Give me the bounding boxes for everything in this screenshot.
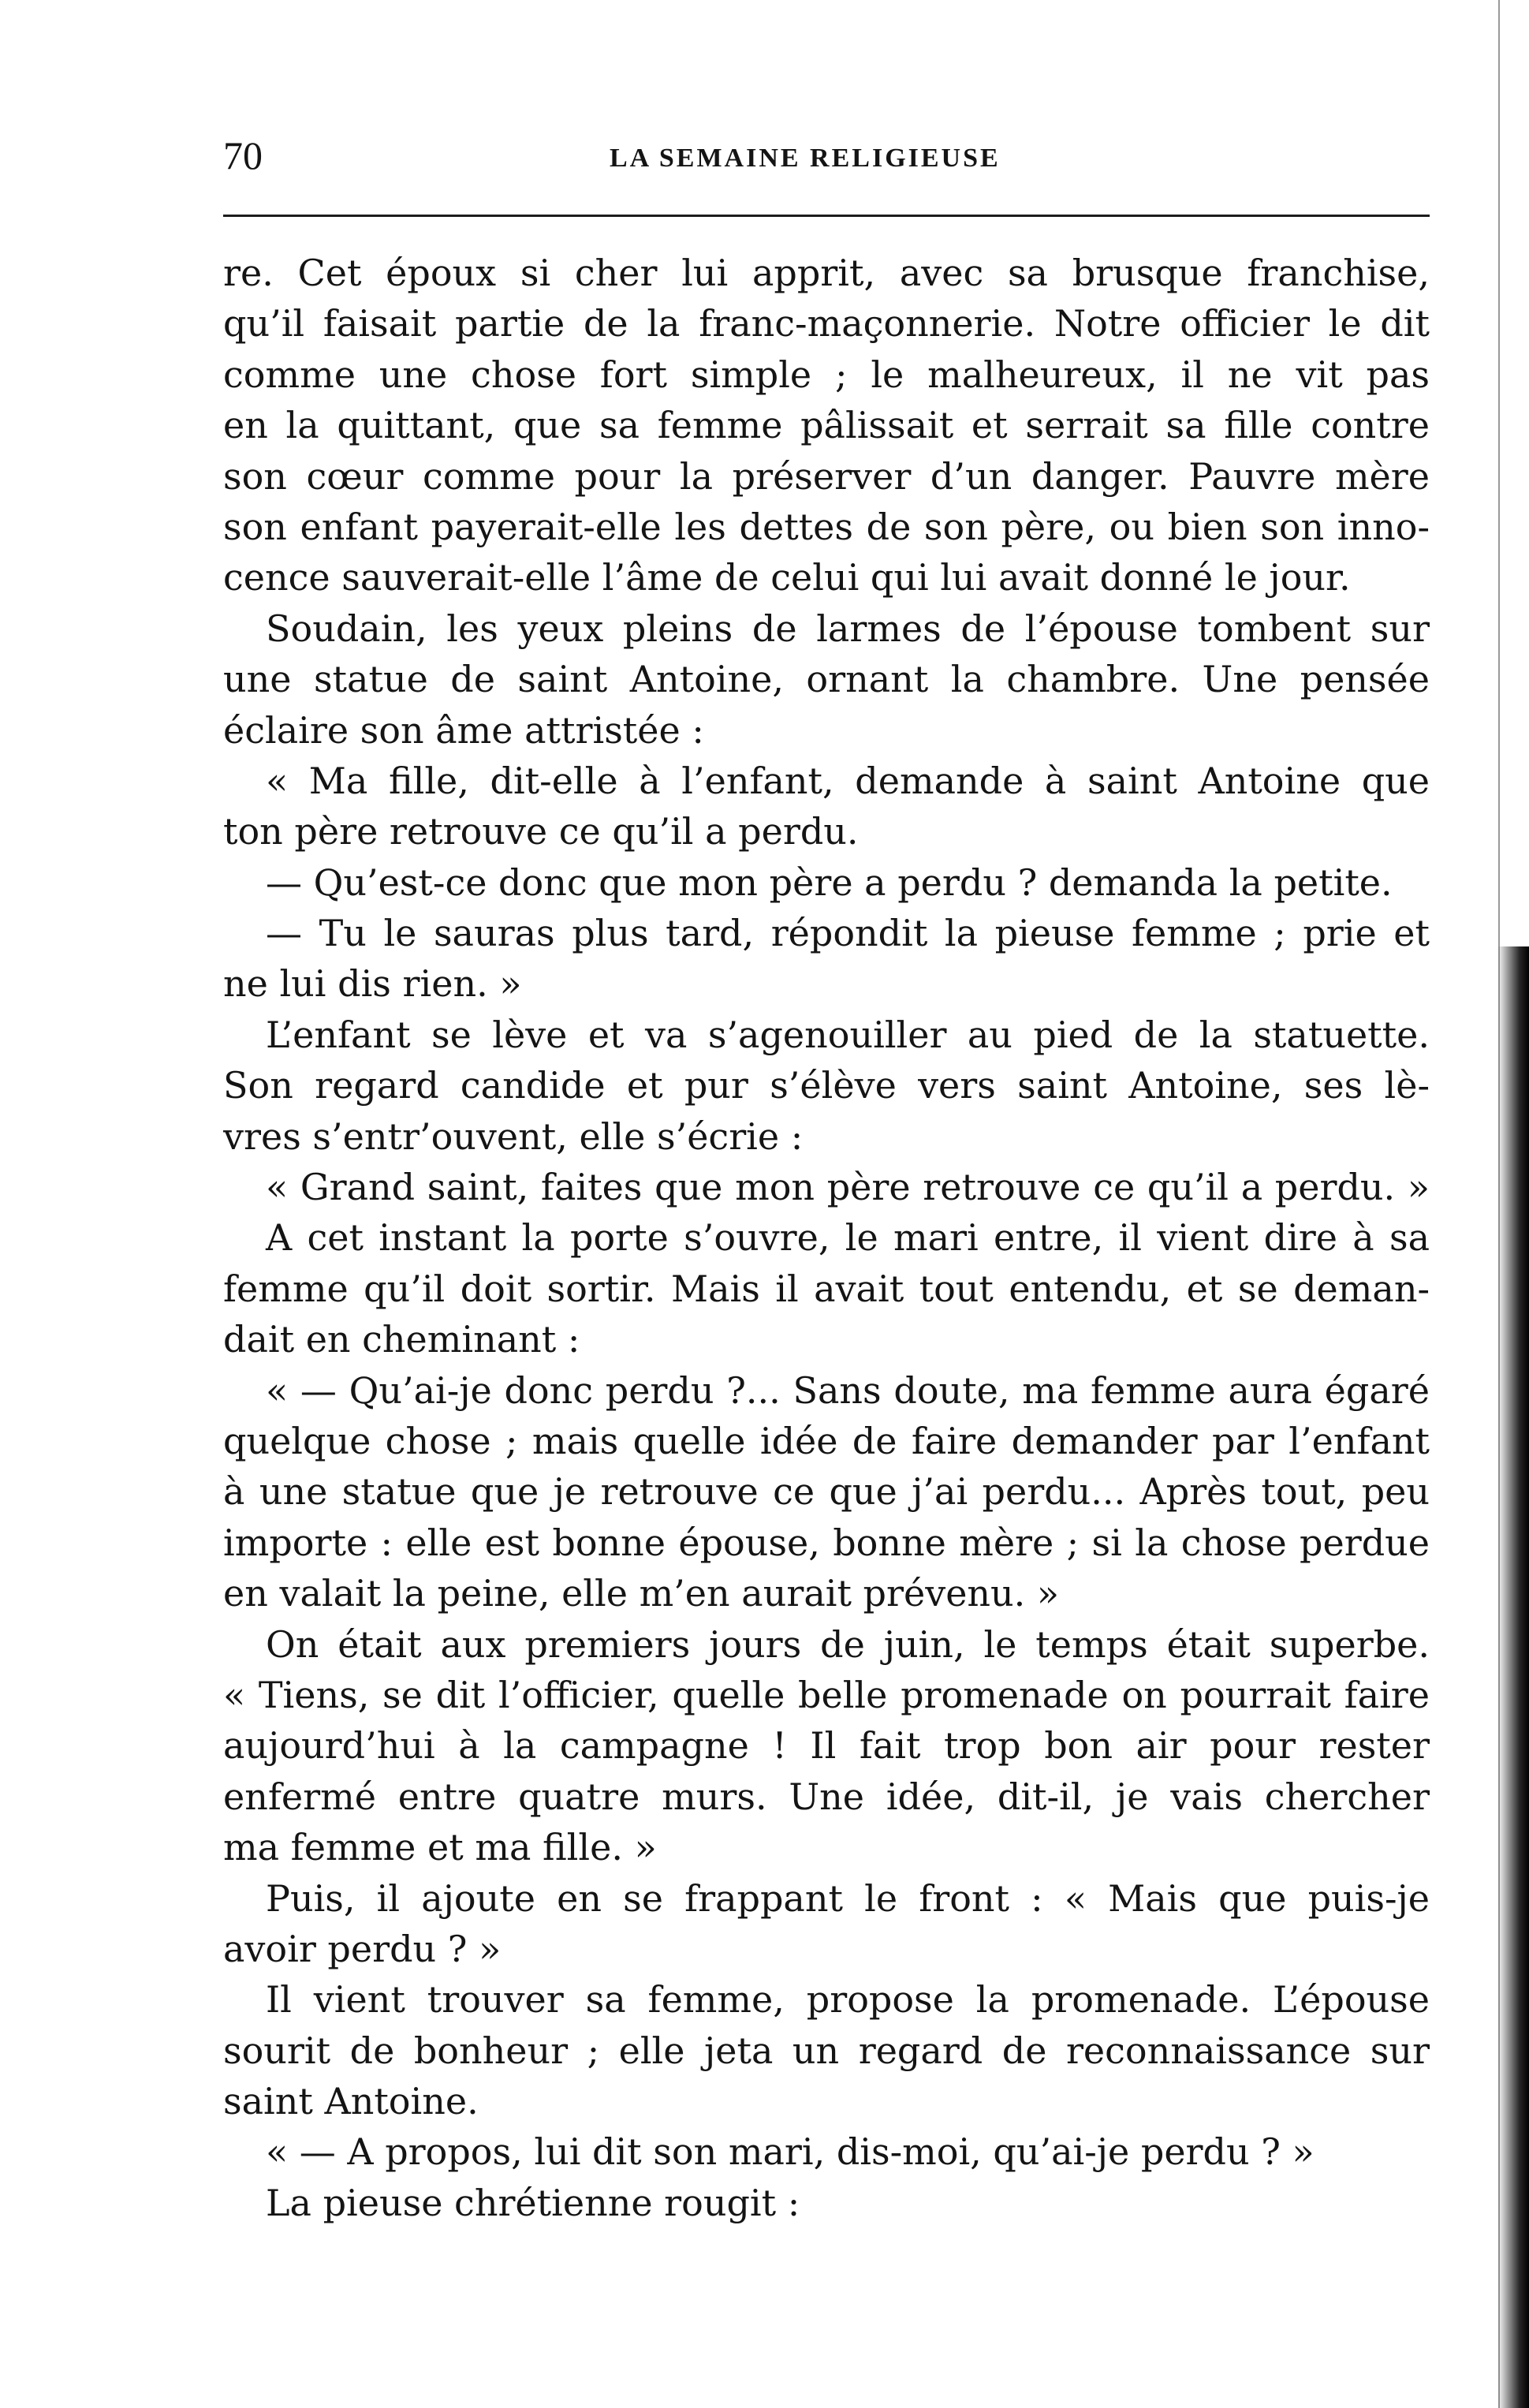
text-line: ton père retrouve ce qu’il a perdu. bbox=[223, 810, 859, 853]
text-line: son cœur comme pour la préserver d’un danger. Pauvre mère bbox=[223, 454, 1430, 498]
text-line: « Ma fille, dit-elle à l’enfant, demande à saint Antoine que bbox=[266, 759, 1430, 802]
text-line: re. Cet époux si cher lui apprit, avec sa brusque franchise, bbox=[223, 252, 1430, 294]
text-line: en la quittant, que sa femme pâlissait et serrait sa fille contre bbox=[223, 404, 1430, 447]
text-line: avoir perdu ? » bbox=[223, 1927, 502, 1970]
running-head bbox=[223, 133, 1430, 180]
text-line: enfermé entre quatre murs. Une idée, dit-il, je vais chercher bbox=[223, 1775, 1430, 1818]
text-line: saint Antoine. bbox=[223, 2080, 479, 2123]
text-line: femme qu’il doit sortir. Mais il avait tout entendu, et se deman- bbox=[223, 1267, 1430, 1310]
text-line: à une statue que je retrouve ce que j’ai perdu... Après tout, peu bbox=[223, 1470, 1430, 1514]
text-line: La pieuse chrétienne rougit : bbox=[266, 2181, 800, 2224]
text-line: « Grand saint, faites que mon père retrouve ce qu’il a perdu. » bbox=[266, 1166, 1430, 1209]
text-line: vres s’entr’ouvent, elle s’écrie : bbox=[223, 1114, 804, 1158]
body-text bbox=[223, 248, 1430, 2228]
running-title: LA SEMAINE RELIGIEUSE bbox=[610, 144, 1001, 173]
text-line: « Tiens, se dit l’officier, quelle belle promenade on pourrait faire bbox=[223, 1673, 1430, 1716]
text-line: « — A propos, lui dit son mari, dis-moi, qu’ai-je perdu ? » bbox=[266, 2130, 1315, 2174]
text-line: On était aux premiers jours de juin, le temps était superbe. bbox=[266, 1622, 1430, 1666]
text-line: dait en cheminant : bbox=[223, 1318, 580, 1361]
text-line: son enfant payerait-elle les dettes de son père, ou bien son inno- bbox=[223, 505, 1430, 548]
page-number: 70 bbox=[223, 133, 263, 177]
text-line: A cet instant la porte s’ouvre, le mari entre, il vient dire à sa bbox=[266, 1216, 1430, 1260]
text-line: « — Qu’ai-je donc perdu ?... Sans doute, ma femme aura égaré bbox=[266, 1368, 1430, 1412]
text-line: Il vient trouver sa femme, propose la promenade. L’épouse bbox=[266, 1978, 1430, 2022]
text-line: sourit de bonheur ; elle jeta un regard de reconnaissance sur bbox=[223, 2029, 1430, 2072]
text-line: ne lui dis rien. » bbox=[223, 962, 522, 1006]
text-line: une statue de saint Antoine, ornant la chambre. Une pensée bbox=[223, 658, 1430, 701]
page-edge-shadow bbox=[1497, 946, 1529, 2408]
text-line: importe : elle est bonne épouse, bonne mère ; si la chose perdue bbox=[223, 1521, 1430, 1564]
text-line: — Tu le sauras plus tard, répondit la pieuse femme ; prie et bbox=[266, 912, 1430, 955]
text-line: — Qu’est-ce donc que mon père a perdu ? demanda la petite. bbox=[266, 861, 1393, 904]
text-line: Son regard candide et pur s’élève vers saint Antoine, ses lè- bbox=[223, 1064, 1430, 1107]
text-line: ma femme et ma fille. » bbox=[223, 1826, 657, 1869]
text-line: cence sauverait-elle l’âme de celui qui lui avait donné le jour. bbox=[223, 556, 1351, 599]
text-line: qu’il faisait partie de la franc-maçonnerie. Notre officier le dit bbox=[223, 302, 1430, 345]
text-line: éclaire son âme attristée : bbox=[223, 708, 704, 752]
text-line: Soudain, les yeux pleins de larmes de l’épouse tombent sur bbox=[266, 607, 1430, 650]
text-line: aujourd’hui à la campagne ! Il fait trop bon air pour rester bbox=[223, 1724, 1430, 1768]
header-rule bbox=[223, 215, 1430, 217]
text-line: L’enfant se lève et va s’agenouiller au pied de la statuette. bbox=[266, 1013, 1430, 1056]
text-line: quelque chose ; mais quelle idée de faire demander par l’enfant bbox=[223, 1419, 1430, 1462]
text-line: comme une chose fort simple ; le malheureux, il ne vit pas bbox=[223, 353, 1430, 396]
text-line: Puis, il ajoute en se frappant le front : « Mais que puis-je bbox=[266, 1876, 1430, 1920]
text-line: en valait la peine, elle m’en aurait prévenu. » bbox=[223, 1572, 1060, 1615]
